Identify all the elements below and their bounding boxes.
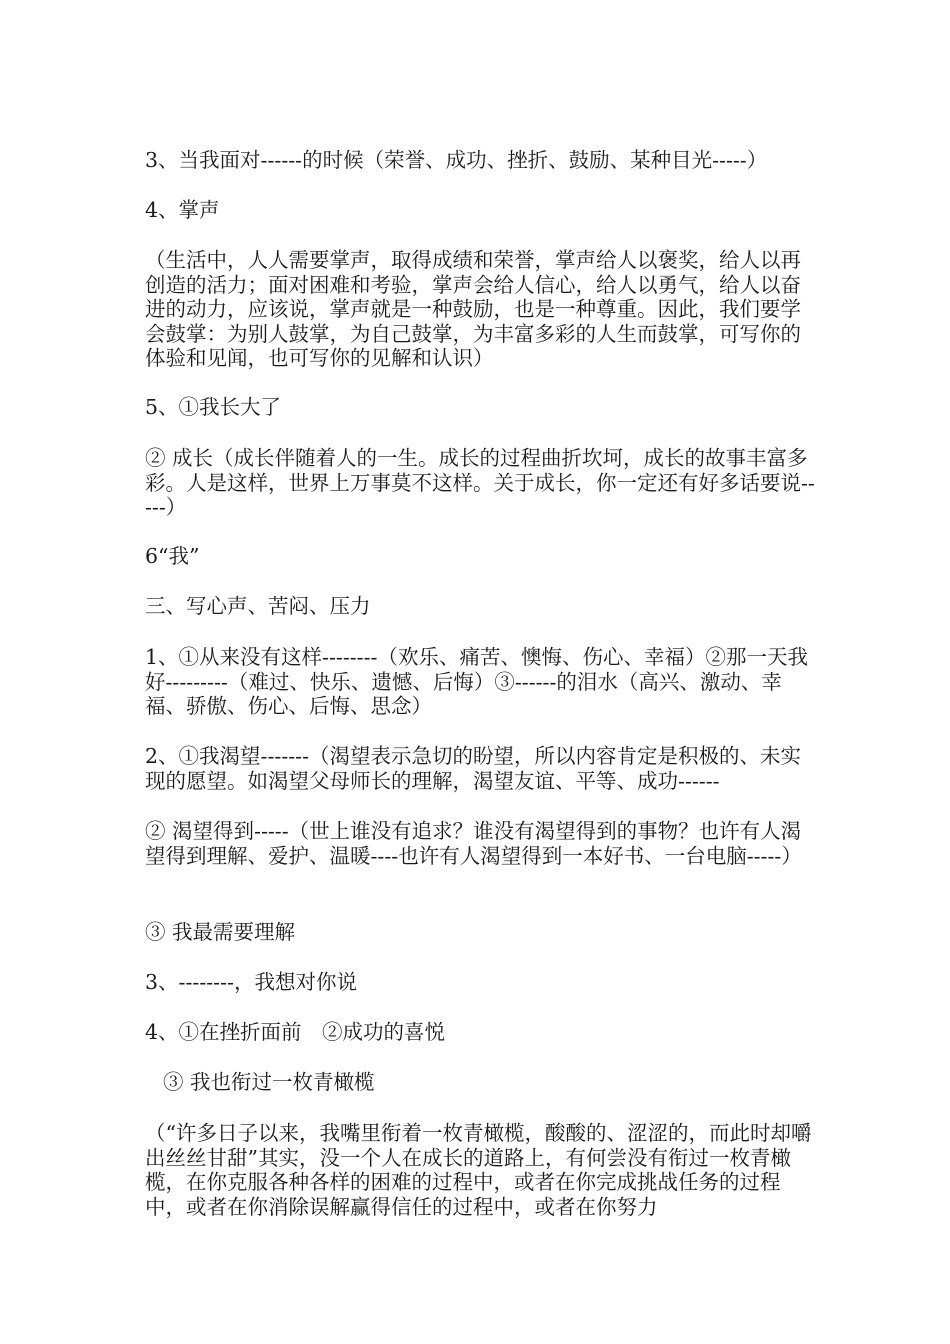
- paragraph-growth-body: ② 成长（成长伴随着人的一生。成长的过程曲折坎坷，成长的故事丰富多彩。人是这样，世界上万事莫不这样。关于成长，你一定还有好多话要说-----）: [145, 446, 815, 519]
- paragraph-three-4c: ③ 我也衔过一枚青橄榄: [163, 1070, 375, 1094]
- paragraph-4-heading: 4、掌声: [145, 198, 220, 222]
- paragraph-three-2b: ② 渴望得到-----（世上谁没有追求？谁没有渴望得到的事物？也许有人渴望得到理解、爱护、温暖----也许有人渴望得到一本好书、一台电脑-----）: [145, 819, 802, 868]
- paragraph-three-3: 3、--------，我想对你说: [145, 970, 357, 994]
- paragraph-5-heading: 5、①我长大了: [145, 395, 282, 419]
- paragraph-three-1: 1、①从来没有这样--------（欢乐、痛苦、懊悔、伤心、幸福）②那一天我好---------（难过、快乐、遗憾、后悔）③------的泪水（高兴、激动、幸福、骄傲、伤心、后悔、思念）: [145, 645, 808, 718]
- paragraph-three-4: 4、①在挫折面前 ②成功的喜悦: [145, 1020, 446, 1044]
- paragraph-applause-body: （生活中，人人需要掌声，取得成绩和荣誉，掌声给人以褒奖，给人以再创造的活力；面对困难和考验，掌声会给人信心，给人以勇气，给人以奋进的动力，应该说，掌声就是一种鼓励，也是一种尊重。因此，我们要学会鼓掌：为别人鼓掌，为自己鼓掌，为丰富多彩的人生而鼓掌，可写你的体验和见闻，也可写你的见解和认识）: [145, 248, 801, 370]
- paragraph-three-2: 2、①我渴望-------（渴望表示急切的盼望，所以内容肯定是积极的、未实现的愿望。如渴望父母师长的理解，渴望友谊、平等、成功------: [145, 744, 802, 793]
- paragraph-6-heading: 6“我”: [145, 544, 200, 568]
- paragraph-3: 3、当我面对------的时候（荣誉、成功、挫折、鼓励、某种目光-----）: [145, 148, 768, 172]
- paragraph-olive-body: （“许多日子以来，我嘴里衔着一枚青橄榄，酸酸的、涩涩的，而此时却嚼出丝丝甘甜”其实，没一个人在成长的道路上，有何尝没有衔过一枚青橄榄，在你克服各种各样的困难的过程中，或者在你完成挑战任务的过程中，或者在你消除误解赢得信任的过程中，或者在你努力: [145, 1121, 812, 1219]
- paragraph-three-2c: ③ 我最需要理解: [145, 920, 296, 944]
- section-three-heading: 三、写心声、苦闷、压力: [145, 594, 371, 618]
